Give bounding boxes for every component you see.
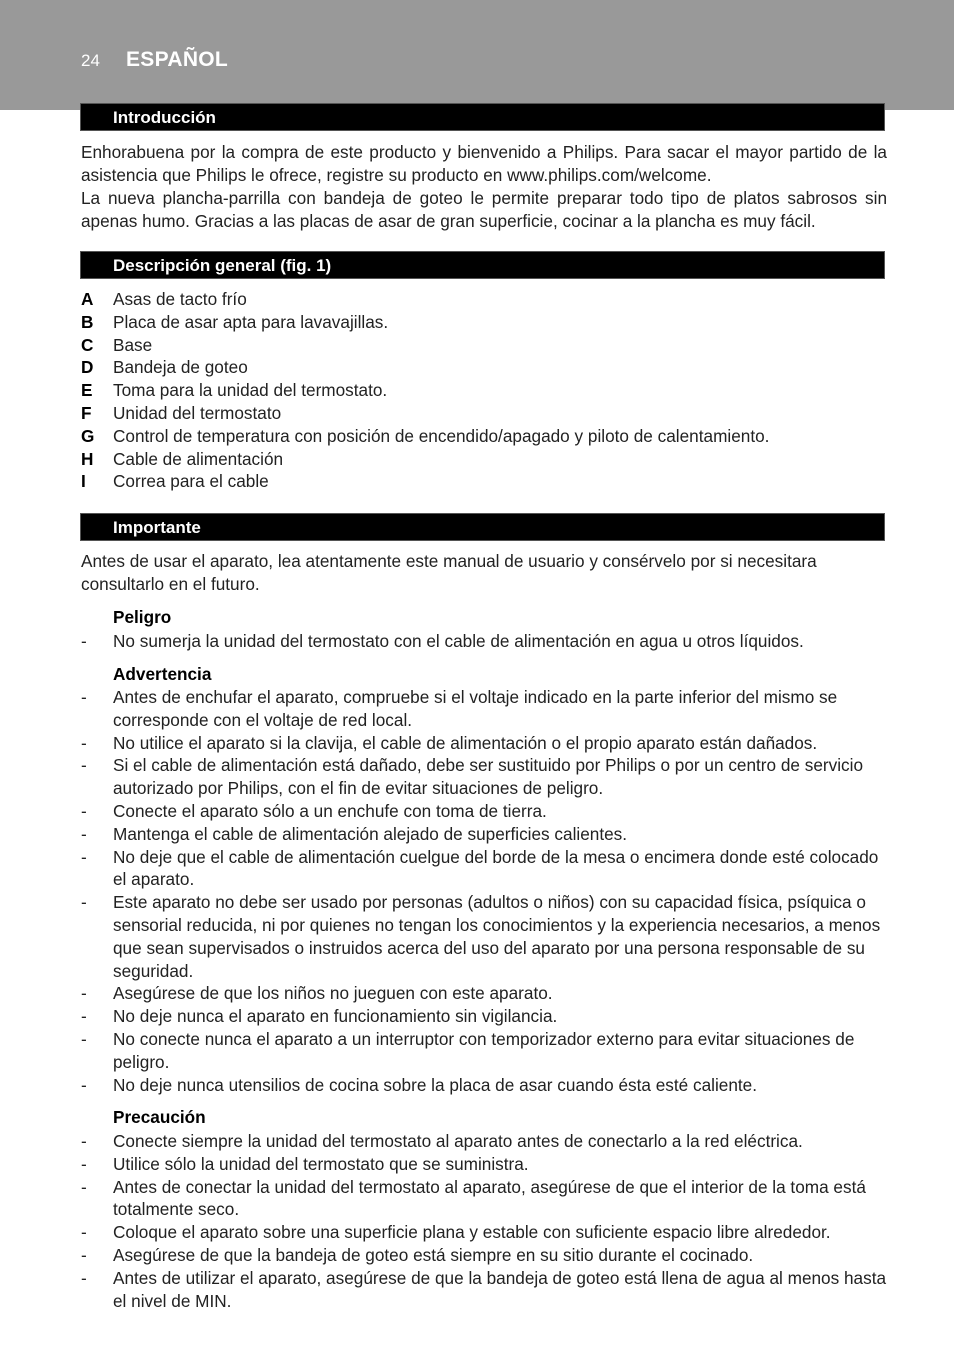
list-item [81, 846, 887, 892]
list-item-text: Bandeja de goteo [113, 357, 248, 378]
warning-list [81, 686, 887, 1096]
list-item-text: Utilice sólo la unidad del termostato que se suministra. [113, 1153, 529, 1174]
list-item [81, 823, 887, 846]
page-number: 24 [81, 51, 100, 70]
list-item-text: No deje nunca el aparato en funcionamiento sin vigilancia. [113, 1006, 558, 1027]
bullet-dash: - [81, 1244, 87, 1265]
bullet-dash: - [81, 1176, 87, 1197]
bullet-dash: - [81, 892, 87, 913]
list-item-text: Coloque el aparato sobre una superficie plana y estable con suficiente espacio libre alrededor. [113, 1222, 831, 1243]
list-item-text: Placa de asar apta para lavavajillas. [113, 311, 389, 332]
bullet-dash: - [81, 1153, 87, 1174]
section-title: Descripción general (fig. 1) [113, 256, 332, 275]
list-item-key: D [81, 357, 94, 378]
list-item [81, 379, 887, 402]
list-item [81, 1005, 887, 1028]
bullet-dash: - [81, 1074, 87, 1095]
list-item-text: Asegúrese de que los niños no jueguen con este aparato. [113, 983, 553, 1004]
list-item [81, 334, 887, 357]
list-item [81, 425, 887, 448]
list-item [81, 311, 887, 334]
list-item-key: G [81, 425, 95, 446]
list-item-text: Este aparato no debe ser usado por personas (adultos o niños) con su capacidad física, psíquica o sensorial reducida, ni por quienes no tengan los conocimientos y la experiencia necesarios, a menos que sean supervisados o instruidos acerca del uso del aparato por una persona responsable de su seguridad. [113, 892, 881, 981]
list-item-text: No conecte nunca el aparato a un interruptor con temporizador externo para evitar situaciones de peligro. [113, 1028, 855, 1072]
list-item-key: F [81, 402, 92, 423]
bullet-dash: - [81, 631, 87, 651]
list-item-text: Control de temperatura con posición de encendido/apagado y piloto de calentamiento. [113, 425, 770, 446]
list-item-text: No deje que el cable de alimentación cuelgue del borde de la mesa o encimera donde esté colocado el aparato. [113, 846, 879, 890]
list-item [81, 732, 887, 755]
section-title: Importante [113, 518, 201, 537]
list-item-text: No deje nunca utensilios de cocina sobre la placa de asar cuando ésta esté caliente. [113, 1074, 757, 1095]
list-item [81, 1221, 887, 1244]
list-item [81, 1028, 887, 1074]
intro-paragraph-2: La nueva plancha-parrilla con bandeja de goteo le permite preparar todo tipo de platos sabrosos sin apenas humo. Gracias a las placas de asar de gran superficie, cocinar a la plancha es muy fácil. [81, 188, 887, 231]
bullet-dash: - [81, 687, 87, 707]
list-item-text: Unidad del termostato [113, 402, 282, 423]
bullet-dash: - [81, 1222, 87, 1243]
section-title: Introducción [113, 108, 216, 127]
page-header-band [0, 0, 954, 110]
caution-list [81, 1130, 887, 1312]
list-item [81, 402, 887, 425]
bullet-dash: - [81, 800, 87, 821]
list-item [81, 288, 887, 311]
danger-heading: Peligro [113, 607, 172, 627]
list-item-text: Si el cable de alimentación está dañado, debe ser sustituido por Philips o por un centro de servicio autorizado por Philips, con el fin de evitar situaciones de peligro. [113, 755, 864, 799]
section-header-overview [80, 251, 885, 279]
bullet-dash: - [81, 755, 87, 776]
list-item-key: E [81, 380, 93, 401]
list-item-text: Conecte el aparato sólo a un enchufe con toma de tierra. [113, 800, 547, 821]
list-item-text: Mantenga el cable de alimentación alejado de superficies calientes. [113, 823, 628, 844]
bullet-dash: - [81, 823, 87, 844]
list-item-text: Cable de alimentación [113, 448, 284, 469]
list-item-text: Antes de enchufar el aparato, compruebe si el voltaje indicado en la parte inferior del mismo se corresponde con el voltaje de red local. [113, 687, 838, 730]
list-item [81, 891, 887, 982]
section-header-intro [80, 103, 885, 131]
list-item-text: Antes de utilizar el aparato, asegúrese de que la bandeja de goteo está llena de agua al menos hasta el nivel de MIN. [113, 1267, 887, 1311]
caution-heading: Precaución [113, 1107, 206, 1127]
intro-paragraph-1: Enhorabuena por la compra de este producto y bienvenido a Philips. Para sacar el mayor partido de la asistencia que Philips le ofrece, registre su producto en www.philips.com/welcome. [81, 142, 887, 185]
bullet-dash: - [81, 1131, 87, 1151]
section-header-important [80, 513, 885, 541]
list-item-key: B [81, 311, 94, 332]
list-item-text: Correa para el cable [113, 471, 269, 492]
list-item-text: No utilice el aparato si la clavija, el cable de alimentación o el propio aparato están dañados. [113, 732, 818, 753]
bullet-dash: - [81, 732, 87, 753]
list-item [81, 1267, 887, 1313]
bullet-dash: - [81, 1267, 87, 1288]
list-item-key: I [81, 471, 86, 492]
list-item [81, 448, 887, 471]
list-item-text: Base [113, 334, 153, 355]
list-item [81, 630, 887, 653]
list-item [81, 356, 887, 379]
list-item-text: Conecte siempre la unidad del termostato al aparato antes de conectarlo a la red eléctrica. [113, 1131, 803, 1151]
list-item [81, 1176, 887, 1222]
list-item-key: A [81, 289, 94, 309]
bullet-dash: - [81, 983, 87, 1004]
important-intro: Antes de usar el aparato, lea atentamente este manual de usuario y consérvelo por si necesitara consultarlo en el futuro. [81, 551, 817, 594]
overview-list [81, 288, 887, 493]
list-item [81, 754, 887, 800]
list-item-text: Toma para la unidad del termostato. [113, 380, 388, 401]
bullet-dash: - [81, 1006, 87, 1027]
list-item-key: C [81, 334, 94, 355]
language-heading: ESPAÑOL [126, 48, 229, 71]
list-item [81, 686, 887, 732]
bullet-dash: - [81, 846, 87, 867]
list-item [81, 982, 887, 1005]
warning-heading: Advertencia [113, 664, 212, 684]
list-item-text: Asegúrese de que la bandeja de goteo está siempre en su sitio durante el cocinado. [113, 1244, 754, 1265]
list-item [81, 1130, 887, 1153]
list-item [81, 1153, 887, 1176]
list-item-text: No sumerja la unidad del termostato con el cable de alimentación en agua u otros líquidos. [113, 631, 804, 651]
bullet-dash: - [81, 1028, 87, 1049]
list-item-key: H [81, 448, 94, 469]
danger-list [81, 630, 887, 653]
list-item [81, 470, 887, 493]
list-item-text: Antes de conectar la unidad del termostato al aparato, asegúrese de que el interior de la toma está totalmente seco. [113, 1176, 866, 1220]
list-item [81, 1244, 887, 1267]
list-item [81, 800, 887, 823]
list-item-text: Asas de tacto frío [113, 289, 247, 309]
list-item [81, 1074, 887, 1097]
